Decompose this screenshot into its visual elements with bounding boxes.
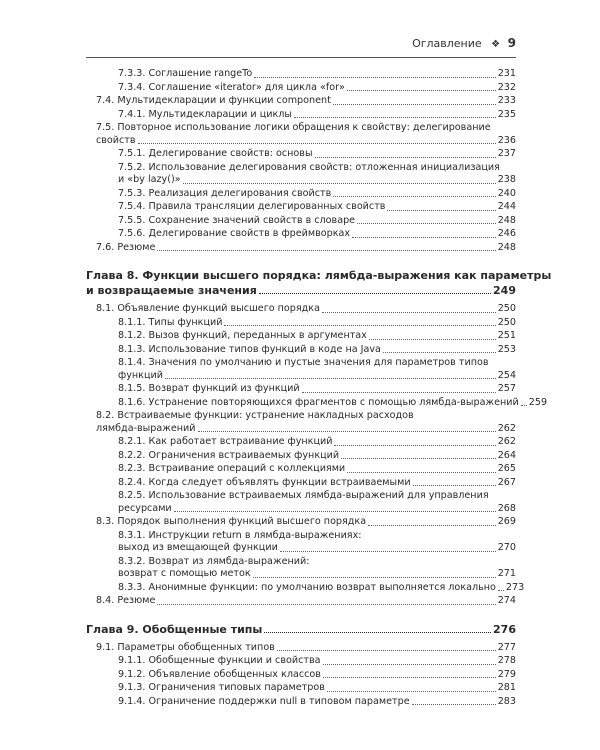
toc-entry-title: 9.1.1. Обобщенные функции и свойства (118, 655, 321, 666)
toc-entry-title: и «by lazy()» (118, 174, 181, 185)
toc-entry[interactable] (118, 655, 516, 668)
entry-spacer (0, 708, 600, 709)
dot-leader (368, 525, 496, 526)
dot-leader (264, 632, 491, 633)
toc-entry-title: 9.1.2. Объявление обобщенных классов (118, 668, 321, 680)
toc-entry-title: функций (118, 369, 163, 381)
toc-entry-line (118, 370, 516, 383)
toc-entry-title: 7.4.1. Мультидекларации и циклы (118, 108, 292, 120)
toc-page-number: 278 (497, 655, 516, 666)
toc-entry-title: 8.1.6. Устранение повторяющихся фрагментов с помощью лямбда-выражений (118, 396, 519, 408)
toc-entry-line (118, 201, 516, 214)
toc-page-number: 277 (497, 641, 516, 653)
toc-page-number: 238 (497, 174, 516, 185)
toc-entry-title: и возвращаемые значения (86, 284, 257, 297)
toc-entry-title: возврат с помощью меток (118, 568, 251, 579)
toc-entry[interactable] (96, 303, 516, 316)
toc-entry-line (118, 317, 516, 330)
dot-leader (157, 250, 495, 251)
dot-leader (198, 431, 496, 432)
toc-page-number: 270 (497, 542, 516, 553)
dot-leader (323, 677, 496, 678)
dot-leader (413, 485, 496, 486)
dot-leader (322, 312, 496, 313)
toc-entry-line (118, 68, 516, 81)
toc-entry-line (118, 450, 516, 463)
toc-entry-title: Глава 9. Обобщенные типы (86, 622, 263, 636)
dot-leader (352, 237, 496, 238)
toc-entry[interactable] (118, 383, 516, 396)
toc-entry-line (118, 148, 516, 161)
toc-entry-title: 8.1. Объявление функций высшего порядка (96, 303, 320, 314)
toc-entry[interactable] (96, 516, 516, 529)
toc-page-number: 271 (497, 568, 516, 579)
toc-entry-title: 7.5.6. Делегирование свойств в фреймворках (118, 228, 351, 239)
toc-page-number: 259 (528, 396, 548, 408)
dot-leader (294, 117, 496, 118)
toc-entry-title: 7.5.5. Сохранение значений свойств в словаре (118, 214, 356, 226)
header-section-title: Оглавление (412, 37, 482, 50)
toc-entry[interactable] (118, 463, 516, 476)
toc-entry-line (118, 477, 516, 490)
dot-leader (383, 352, 496, 353)
toc-entry-line (118, 463, 516, 476)
toc-entry-line (86, 268, 552, 283)
toc-entry-line (118, 82, 516, 95)
toc-page-number: 273 (505, 581, 525, 593)
dot-leader (253, 577, 496, 578)
toc-entry[interactable] (118, 436, 516, 449)
toc-entry-line (118, 188, 516, 201)
toc-entry-line (86, 622, 516, 637)
toc-entry-title: 8.3.3. Анонимные функции: по умолчанию возврат выполняется локально (118, 581, 496, 593)
toc-entry-title: 7.5.3. Реализация делегирования свойств (118, 187, 332, 199)
toc-page-number: 253 (497, 343, 516, 355)
toc-entry-line (118, 682, 516, 695)
toc-entry-line (118, 490, 516, 503)
toc-entry-title: 9.1.3. Ограничения типовых параметров (118, 682, 325, 693)
toc-page-number: 236 (497, 134, 516, 146)
toc-entry[interactable] (118, 696, 516, 709)
dot-leader (327, 691, 496, 692)
toc-entry-title: 9.1.4. Ограничение поддержки null в типовом параметре (118, 695, 410, 707)
toc-entry[interactable] (118, 669, 516, 682)
toc-entry-line (118, 568, 516, 581)
dot-leader (259, 293, 491, 294)
dot-leader (357, 223, 496, 224)
toc-entry-line (118, 109, 516, 122)
toc-entry-title: 7.6. Резюме (96, 241, 156, 253)
toc-entry[interactable] (118, 228, 516, 241)
toc-page-number: 237 (497, 148, 516, 159)
toc-entry[interactable] (118, 396, 548, 410)
dot-leader (165, 378, 496, 379)
header-rule (86, 57, 516, 58)
toc-entry-line (118, 436, 516, 449)
toc-entry-title: 8.2.1. Как работает встраивание функций (118, 436, 333, 447)
toc-entry[interactable] (96, 642, 516, 655)
running-header (86, 36, 516, 52)
toc-entry-line (118, 542, 516, 555)
toc-entry-line (118, 330, 516, 343)
toc-entry-title: 8.4. Резюме (96, 595, 156, 606)
toc-page-number: 240 (497, 187, 516, 199)
toc-chapter-entry[interactable] (86, 622, 516, 637)
toc-entry[interactable] (118, 530, 516, 555)
dot-leader (174, 511, 496, 512)
toc-entry[interactable] (118, 188, 516, 201)
toc-entry[interactable] (118, 317, 516, 330)
toc-entry-title: 7.3.3. Соглашение rangeTo (118, 68, 253, 79)
toc-page-number: 274 (497, 595, 516, 606)
toc-entry-line (118, 174, 516, 187)
dot-leader (315, 157, 496, 158)
toc-page-number: 279 (497, 668, 516, 680)
toc-entry-line (86, 283, 516, 298)
toc-entry-line (118, 503, 516, 516)
toc-entry-title: 8.3.2. Возврат из лямбда-выражений: (118, 555, 310, 567)
toc-entry-line (96, 95, 516, 108)
dot-leader (347, 472, 496, 473)
toc-page-number: 262 (497, 436, 516, 447)
toc-entry-line (96, 516, 516, 529)
toc-page-number: 265 (497, 463, 516, 474)
dot-leader (183, 183, 496, 184)
toc-entry-line (96, 423, 516, 436)
toc-chapter-entry[interactable] (86, 268, 552, 298)
toc-page-number: 251 (497, 330, 516, 341)
dot-leader (138, 143, 496, 144)
toc-entry-line (118, 556, 516, 569)
toc-page-number: 246 (497, 228, 516, 239)
toc-entry[interactable] (96, 122, 516, 147)
toc-page-number: 250 (497, 303, 516, 314)
toc-entry-title: 7.5.4. Правила трансляции делегированных свойств (118, 201, 386, 212)
toc-page-number: 248 (497, 214, 516, 226)
toc-entry-title: выход из вмещающей функции (118, 542, 278, 553)
table-of-contents (0, 68, 600, 709)
dot-leader (369, 339, 496, 340)
toc-entry-line (118, 162, 516, 175)
toc-entry[interactable] (118, 148, 516, 161)
toc-entry-title: ресурсами (118, 502, 172, 514)
page-number: 9 (507, 36, 516, 50)
toc-entry-title: свойств (96, 134, 136, 146)
toc-entry[interactable] (118, 357, 516, 382)
toc-entry[interactable] (118, 68, 516, 81)
toc-page-number: 268 (497, 502, 516, 514)
chapter-spacer (0, 609, 600, 622)
toc-page-number: 283 (497, 695, 516, 707)
toc-entry-title: 7.4. Мультидекларации и функции component (96, 95, 331, 106)
toc-entry-title: 8.2.2. Ограничения встраиваемых функций (118, 449, 340, 461)
toc-page-number: 248 (497, 241, 516, 253)
toc-entry[interactable] (118, 490, 516, 515)
toc-entry-line (118, 655, 516, 668)
toc-entry[interactable] (118, 344, 516, 357)
toc-page-number: 232 (497, 81, 516, 93)
toc-entry[interactable] (118, 162, 516, 187)
toc-entry-line (118, 530, 516, 543)
toc-entry-title: 8.3.1. Инструкции return в лямбда-выражениях: (118, 529, 362, 541)
toc-entry-line (118, 344, 516, 357)
toc-entry[interactable] (118, 450, 516, 463)
dot-leader (387, 210, 495, 211)
toc-entry[interactable] (118, 215, 516, 228)
dot-leader (333, 104, 496, 105)
toc-entry[interactable] (96, 410, 516, 435)
dot-leader (521, 405, 527, 406)
toc-entry-title: Глава 8. Функции высшего порядка: лямбда-выражения как параметры (86, 269, 552, 282)
dot-leader (334, 445, 495, 446)
toc-entry-title: 8.1.5. Возврат функций из функций (118, 383, 300, 394)
toc-page-number: 254 (497, 369, 516, 381)
toc-entry-line (96, 135, 516, 148)
toc-entry-line (96, 122, 516, 135)
dot-leader (224, 325, 495, 326)
dot-leader (498, 590, 504, 591)
toc-entry-title: 8.2.5. Использование встраиваемых лямбда-выражений для управления (118, 490, 489, 501)
toc-entry[interactable] (118, 682, 516, 695)
toc-page-number: 231 (497, 68, 516, 79)
toc-entry[interactable] (118, 581, 525, 595)
toc-entry-line (96, 642, 516, 655)
toc-entry-title: 8.2.4. Когда следует объявлять функции встраиваемыми (118, 476, 411, 488)
toc-entry-title: 7.5. Повторное использование логики обращения к свойству: делегирование (96, 122, 491, 133)
dot-leader (280, 551, 496, 552)
dot-leader (302, 392, 496, 393)
toc-entry-title: лямбда-выражений (96, 422, 196, 434)
toc-page-number: 276 (493, 622, 516, 636)
dot-leader (254, 77, 495, 78)
toc-entry-line (118, 228, 516, 241)
toc-entry-line (118, 357, 516, 370)
toc-page-number: 262 (497, 422, 516, 434)
toc-entry-title: 8.1.4. Значения по умолчанию и пустые значения для параметров типов (118, 357, 489, 368)
toc-page-number: 233 (497, 95, 516, 106)
toc-entry[interactable] (118, 109, 516, 122)
toc-entry-title: 8.2.3. Встраивание операций с коллекциями (118, 463, 346, 474)
toc-entry-line (118, 581, 525, 595)
toc-page-number: 281 (497, 682, 516, 693)
dot-leader (347, 90, 496, 91)
toc-entry[interactable] (118, 477, 516, 490)
toc-entry-title: 7.5.1. Делегирование свойств: основы (118, 148, 313, 159)
dot-leader (412, 704, 496, 705)
toc-entry-title: 7.3.4. Соглашение «iterator» для цикла «for» (118, 81, 345, 93)
dot-leader (341, 458, 496, 459)
toc-entry[interactable] (118, 330, 516, 343)
toc-entry-line (96, 242, 516, 255)
toc-entry[interactable] (118, 201, 516, 214)
toc-entry[interactable] (96, 595, 516, 608)
dot-leader (277, 650, 496, 651)
toc-entry-line (96, 595, 516, 608)
toc-entry-title: 8.2. Встраиваемые функции: устранение накладных расходов (96, 410, 414, 421)
toc-page-number: 269 (497, 516, 516, 527)
dot-leader (323, 664, 496, 665)
toc-page-number: 244 (497, 201, 516, 212)
toc-page-number: 250 (497, 316, 516, 328)
dot-leader (333, 196, 495, 197)
toc-page-number: 267 (497, 476, 516, 488)
toc-entry-title: 8.1.1. Типы функций (118, 316, 223, 328)
toc-entry-line (118, 669, 516, 682)
ornament-icon: ❖ (491, 39, 501, 50)
toc-entry[interactable] (96, 95, 516, 108)
toc-entry-title: 8.3. Порядок выполнения функций высшего порядка (96, 516, 367, 527)
toc-entry-line (118, 215, 516, 228)
toc-entry-title: 8.1.3. Использование типов функций в коде на Java (118, 343, 381, 355)
toc-entry-line (118, 383, 516, 396)
toc-entry-title: 8.1.2. Вызов функций, переданных в аргументах (118, 330, 367, 341)
dot-leader (157, 604, 495, 605)
chapter-spacer (0, 255, 600, 268)
toc-entry[interactable] (96, 242, 516, 255)
toc-entry-title: 7.5.2. Использование делегирования свойств: отложенная инициализация (118, 161, 500, 173)
toc-entry-title: 9.1. Параметры обобщенных типов (96, 641, 275, 653)
toc-page-number: 235 (497, 108, 516, 120)
toc-entry-line (96, 410, 516, 423)
toc-page-number: 249 (493, 284, 516, 297)
toc-page-number: 264 (497, 449, 516, 461)
toc-entry-line (118, 396, 548, 410)
toc-entry-line (96, 303, 516, 316)
toc-entry[interactable] (118, 556, 516, 581)
toc-entry-line (118, 696, 516, 709)
toc-page-number: 257 (497, 383, 516, 394)
toc-entry[interactable] (118, 82, 516, 95)
